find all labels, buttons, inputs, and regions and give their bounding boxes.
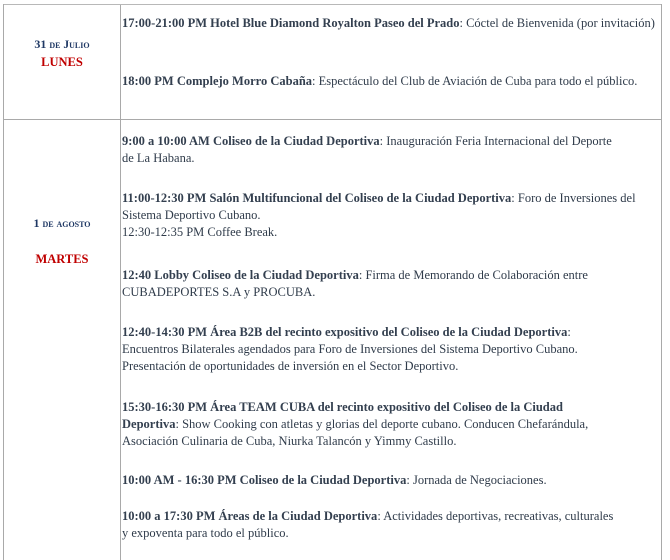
event-location: 9:00 a 10:00 AM Coliseo de la Ciudad Deportiva: [122, 134, 380, 148]
event-item: [122, 508, 617, 542]
event-item: [122, 399, 612, 450]
event-item: [122, 472, 657, 489]
schedule-table: [3, 4, 662, 560]
date-month: de Julio: [49, 39, 90, 51]
event-item: [122, 73, 657, 90]
event-description: : Cóctel de Bienvenida (por invitación): [459, 16, 655, 30]
event-location: 11:00-12:30 PM Salón Multifuncional del Coliseo de la Ciudad Deportiva: [122, 191, 512, 205]
day-date: [4, 216, 120, 231]
day-name: LUNES: [41, 55, 83, 69]
schedule-row-tuesday: [4, 120, 661, 560]
event-location: 15:30-16:30 PM Área TEAM CUBA del recinto expositivo del Coliseo de la Ciudad Deportiva: [122, 400, 563, 431]
day-cell: [4, 5, 121, 119]
event-description: : Jornada de Negociaciones.: [406, 473, 547, 487]
event-location: 12:40-14:30 PM Área B2B del recinto expositivo del Coliseo de la Ciudad Deportiva: [122, 325, 568, 339]
event-item: [122, 267, 657, 301]
event-description: : Espectáculo del Club de Aviación de Cuba para todo el público.: [312, 74, 638, 88]
event-location: 17:00-21:00 PM Hotel Blue Diamond Royalton Paseo del Prado: [122, 16, 460, 30]
event-location: 12:40 Lobby Coliseo de la Ciudad Deportiva: [122, 268, 359, 282]
event-description: : Inauguración Feria Internacional del Deporte de La Habana.: [122, 134, 612, 165]
event-location: 18:00 PM Complejo Morro Cabaña: [122, 74, 313, 88]
event-description: : Firma de Memorando de Colaboración entre CUBADEPORTES S.A y PROCUBA.: [122, 268, 588, 299]
event-item: [122, 324, 602, 375]
date-number: 1: [33, 216, 40, 230]
event-description: : Encuentros Bilaterales agendados para Foro de Inversiones del Sistema Deportivo Cubano. Presentación de oportunidades de inversión en el Sector Deportivo.: [122, 325, 578, 373]
event-description: : Foro de Inversiones del Sistema Deportivo Cubano.: [122, 191, 636, 222]
event-item: [122, 133, 612, 167]
event-location: 10:00 AM - 16:30 PM Coliseo de la Ciudad Deportiva: [122, 473, 407, 487]
day-name: MARTES: [35, 252, 89, 266]
event-description: : Actividades deportivas, recreativas, culturales y expoventa para todo el público.: [122, 509, 614, 540]
event-location: 10:00 a 17:30 PM Áreas de la Ciudad Deportiva: [122, 509, 378, 523]
day-cell: [4, 120, 121, 560]
event-description: : Show Cooking con atletas y glorias del deporte cubano. Conducen Chefarándula, Asociación Culinaria de Cuba, Niurka Talancón y Yimmy Castillo.: [122, 417, 589, 448]
event-item: [122, 190, 657, 241]
day-date: [4, 37, 120, 52]
date-month: de agosto: [42, 218, 91, 230]
date-number: 31: [34, 37, 47, 51]
event-extra: 12:30-12:35 PM Coffee Break.: [122, 225, 278, 239]
schedule-row-monday: [4, 4, 661, 120]
event-item: [122, 15, 657, 32]
